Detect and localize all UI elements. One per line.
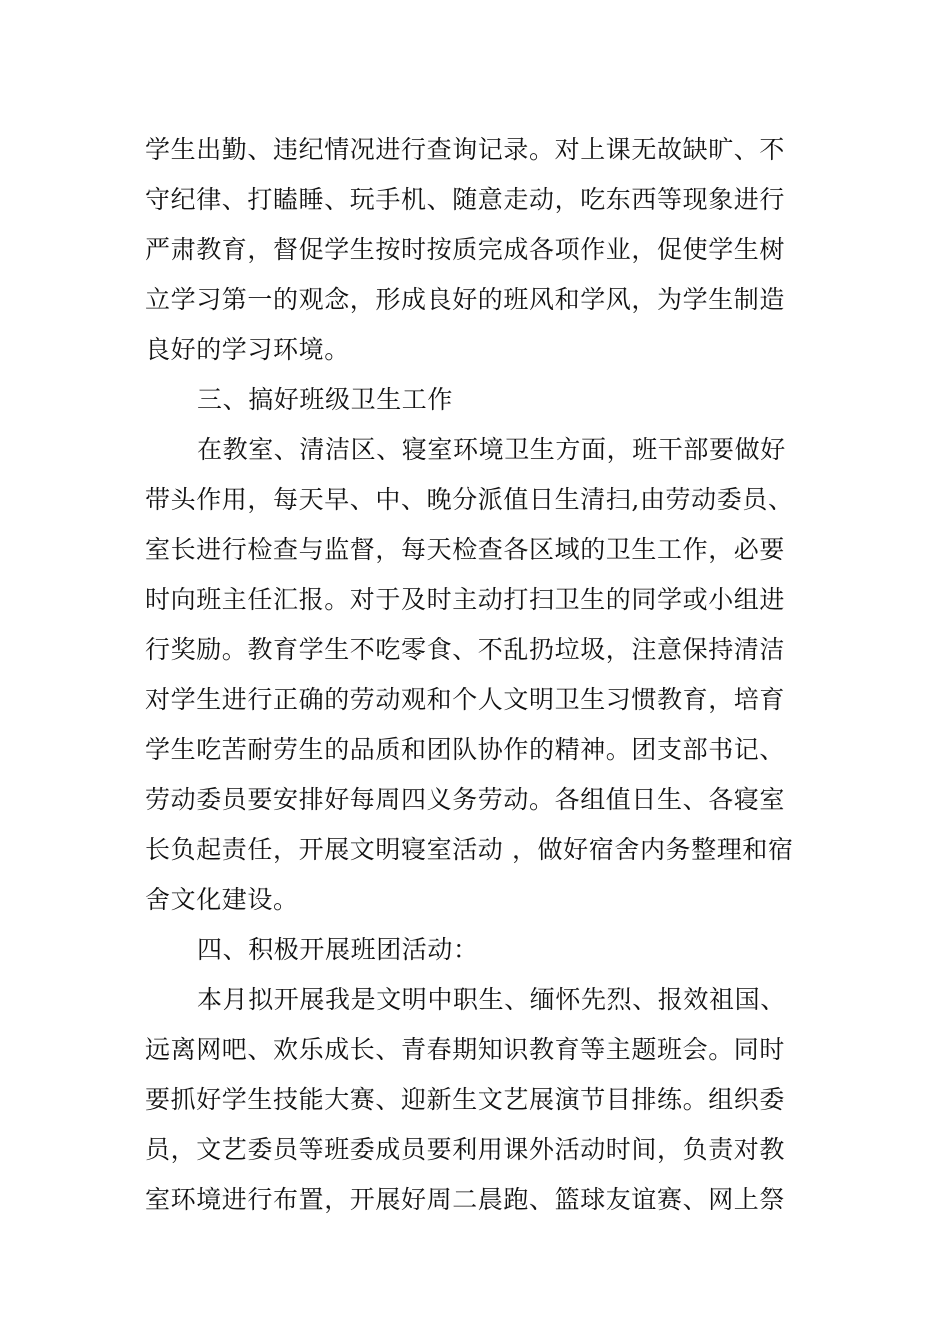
- text-line: 时向班主任汇报。对于及时主动打扫卫生的同学或小组进: [145, 585, 786, 614]
- text-line: 远离网吧、欢乐成长、青春期知识教育等主题班会。同时: [145, 1035, 786, 1064]
- text-line: 严肃教育，督促学生按时按质完成各项作业，促使学生树: [145, 235, 786, 264]
- text-line: 守纪律、打瞌睡、玩手机、随意走动，吃东西等现象进行: [145, 185, 786, 214]
- text-line: 学生出勤、违纪情况进行查询记录。对上课无故缺旷、不: [145, 135, 786, 164]
- text-line: 长负起责任，开展文明寝室活动 ，做好宿舍内务整理和宿: [145, 835, 794, 864]
- text-line: 舍文化建设。: [145, 885, 299, 914]
- text-line: 对学生进行正确的劳动观和个人文明卫生习惯教育，培育: [145, 685, 786, 714]
- text-line: 立学习第一的观念，形成良好的班风和学风，为学生制造: [145, 285, 786, 314]
- section-heading: 四、积极开展班团活动：: [197, 935, 479, 964]
- text-line: 要抓好学生技能大赛、迎新生文艺展演节目排练。组织委: [145, 1085, 786, 1114]
- text-line: 行奖励。教育学生不吃零食、不乱扔垃圾，注意保持清洁: [145, 635, 786, 664]
- text-line: 室环境进行布置，开展好周二晨跑、篮球友谊赛、网上祭: [145, 1185, 786, 1214]
- text-line: 带头作用，每天早、中、晚分派值日生清扫,由劳动委员、: [145, 485, 794, 514]
- text-line: 学生吃苦耐劳生的品质和团队协作的精神。团支部书记、: [145, 735, 786, 764]
- section-heading: 三、搞好班级卫生工作: [197, 385, 454, 414]
- text-line: 劳动委员要安排好每周四义务劳动。各组值日生、各寝室: [145, 785, 786, 814]
- text-line: 员，文艺委员等班委成员要利用课外活动时间，负责对教: [145, 1135, 786, 1164]
- text-line: 在教室、清洁区、寝室环境卫生方面，班干部要做好: [197, 435, 786, 464]
- text-line: 室长进行检查与监督，每天检查各区域的卫生工作，必要: [145, 535, 786, 564]
- text-line: 良好的学习环境。: [145, 335, 350, 364]
- text-line: 本月拟开展我是文明中职生、缅怀先烈、报效祖国、: [197, 985, 786, 1014]
